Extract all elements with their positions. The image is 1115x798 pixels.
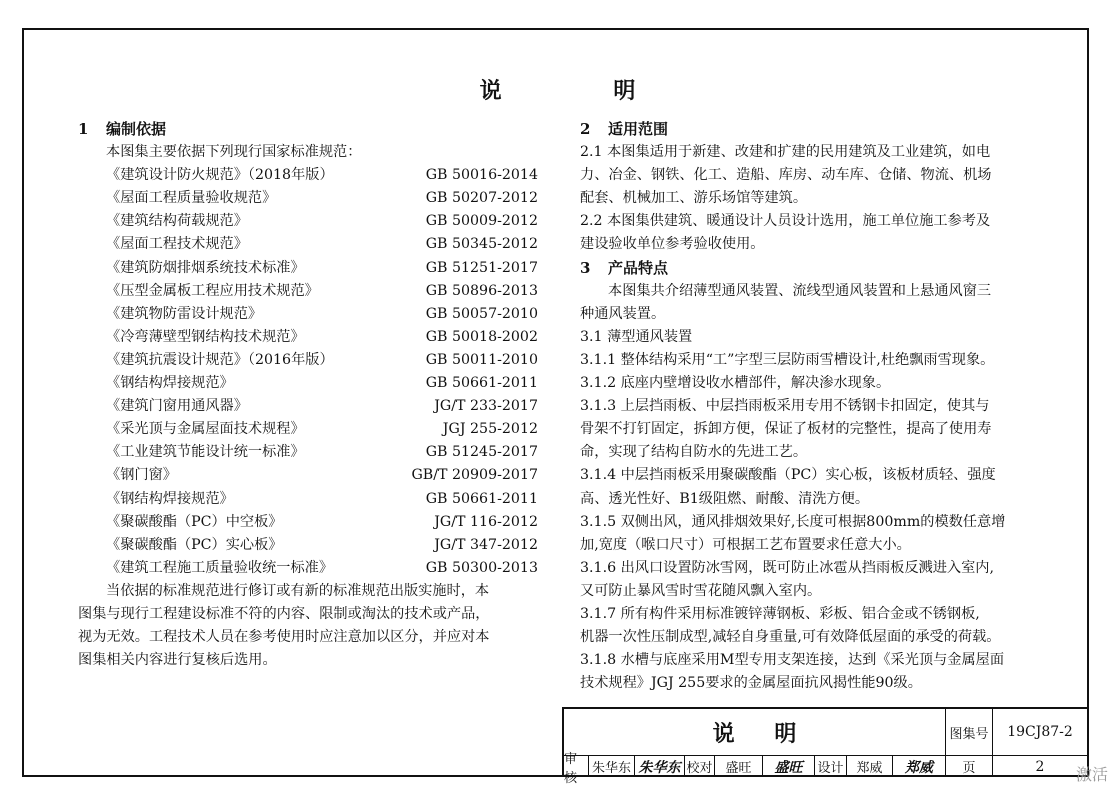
section-3-line: 3.1.4 中层挡雨板采用聚碳酸酯（PC）实心板，该板材质轻、强度	[580, 467, 996, 484]
title-block-title: 说 明	[712, 720, 813, 747]
standard-row	[78, 488, 538, 511]
standard-code: GB 50300-2013	[425, 559, 538, 576]
section-3-line: 本图集共介绍薄型通风装置、流线型通风装置和上悬通风窗三	[608, 282, 992, 299]
section-2-body	[580, 141, 1060, 256]
standard-row	[78, 511, 538, 534]
standard-row	[78, 395, 538, 418]
section-3-line: 加,宽度（喉口尺寸）可根据工艺布置要求任意大小。	[580, 536, 911, 553]
section-3-line: 3.1.7 所有构件采用标准镀锌薄钢板、彩板、铝合金或不锈钢板,	[580, 605, 980, 622]
standard-code: GB 50011-2010	[425, 351, 538, 368]
section-3-line: 3.1.6 出风口设置防冰雪网，既可防止冰雹从挡雨板反溅进入室内,	[580, 559, 994, 576]
section-2-line: 力、冶金、钢铁、化工、造船、库房、动车库、仓储、物流、机场	[580, 167, 992, 184]
title-block	[562, 707, 1087, 786]
title-block-row-2	[564, 751, 1087, 786]
standard-name: 《建筑工程施工质量验收统一标准》	[106, 559, 334, 576]
section-3-line: 3.1.2 底座内壁增设收水槽部件，解决渗水现象。	[580, 375, 891, 392]
standard-name: 《建筑抗震设计规范》（2016年版）	[106, 351, 334, 368]
standard-row	[78, 164, 538, 187]
section-1-heading	[78, 118, 538, 141]
standard-row	[78, 326, 538, 349]
standard-row	[78, 210, 538, 233]
section-3-line: 3.1.5 双侧出风，通风排烟效果好,长度可根据800mm的模数任意增	[580, 513, 1006, 530]
section-3-body	[580, 280, 1060, 696]
standard-row	[78, 418, 538, 441]
standard-code: GB 50057-2010	[425, 305, 538, 322]
section-2-title: 适用范围	[608, 120, 669, 138]
left-column	[78, 118, 538, 672]
standard-name: 《钢门窗》	[106, 467, 177, 484]
checker-name: 盛旺	[714, 756, 762, 777]
standards-intro: 本图集主要依据下列现行国家标准规范：	[106, 144, 362, 161]
standard-name: 《建筑物防雷设计规范》	[106, 305, 263, 322]
standard-name: 《钢结构焊接规范》	[106, 490, 234, 507]
section-3-line: 技术规程》JGJ 255要求的金属屋面抗风揭性能90级。	[580, 675, 922, 692]
designer-signature: 郑威	[892, 756, 945, 777]
section-3-line: 3.1.8 水槽与底座采用M型专用支架连接，达到《采光顶与金属屋面	[580, 652, 1005, 669]
standard-code: GB 50345-2012	[425, 236, 538, 253]
reviewer-name: 朱华东	[588, 756, 634, 777]
standard-name: 《钢结构焊接规范》	[106, 375, 234, 392]
standard-row	[78, 303, 538, 326]
standard-name: 《冷弯薄壁型钢结构技术规范》	[106, 328, 305, 345]
closing-line: 图集相关内容进行复核后选用。	[78, 652, 277, 669]
section-3-number: 3	[580, 258, 591, 277]
standard-row	[78, 233, 538, 256]
standard-name: 《聚碳酸酯（PC）中空板》	[106, 513, 283, 530]
section-3-line: 种通风装置。	[580, 305, 666, 322]
standard-code: GB 50016-2014	[425, 167, 538, 184]
designer-name: 郑威	[846, 756, 892, 777]
standard-code: JG/T 233-2017	[434, 398, 538, 415]
standard-row	[78, 441, 538, 464]
design-label: 设计	[814, 756, 846, 777]
standard-name: 《屋面工程质量验收规范》	[106, 190, 277, 207]
standard-row	[78, 349, 538, 372]
standard-code: JG/T 116-2012	[434, 513, 538, 530]
standard-code: GB 50896-2013	[425, 282, 538, 299]
standard-name: 《屋面工程技术规范》	[106, 236, 248, 253]
standard-name: 《建筑防烟排烟系统技术标准》	[106, 259, 305, 276]
activation-watermark: 激活	[1076, 765, 1109, 784]
standard-row	[78, 534, 538, 557]
section-1-title: 编制依据	[106, 120, 167, 138]
section-3-line: 骨架不打钉固定，拆卸方便，保证了板材的完整性，提高了使用寿	[580, 421, 992, 438]
section-2-line: 2.1 本图集适用于新建、改建和扩建的民用建筑及工业建筑，如电	[580, 144, 991, 161]
section-3-line: 机器一次性压制成型,减轻自身重量,可有效降低屋面的承受的荷载。	[580, 629, 1001, 646]
section-3-line: 3.1.3 上层挡雨板、中层挡雨板采用专用不锈钢卡扣固定，使其与	[580, 398, 990, 415]
standard-name: 《采光顶与金属屋面技术规程》	[106, 421, 305, 438]
section-2-line: 2.2 本图集供建筑、暖通设计人员设计选用，施工单位施工参考及	[580, 213, 991, 230]
section-3-line: 又可防止暴风雪时雪花随风飘入室内。	[580, 582, 822, 599]
checker-signature: 盛旺	[762, 756, 814, 777]
section-3-line: 高、透光性好、B1级阻燃、耐酸、清洗方便。	[580, 490, 870, 507]
section-1-number: 1	[78, 120, 89, 138]
standard-code: GB 51245-2017	[425, 444, 538, 461]
page-number: 2	[992, 756, 1087, 777]
standard-code: GB 50661-2011	[425, 490, 538, 507]
section-2-number: 2	[580, 120, 591, 138]
section-3-line: 3.1 薄型通风装置	[580, 328, 693, 345]
standard-name: 《工业建筑节能设计统一标准》	[106, 444, 305, 461]
atlas-number: 19CJ87-2	[992, 709, 1087, 755]
closing-line: 图集与现行工程建设标准不符的内容、限制或淘汰的技术或产品，	[78, 605, 490, 622]
closing-line: 当依据的标准规范进行修订或有新的标准规范出版实施时，本	[106, 582, 490, 599]
standard-row	[78, 464, 538, 487]
standard-row	[78, 557, 538, 580]
standard-code: GB 50009-2012	[425, 213, 538, 230]
section-2-heading	[580, 118, 1060, 141]
page-label: 页	[945, 756, 992, 777]
closing-paragraph	[78, 580, 538, 672]
standard-code: JGJ 255-2012	[442, 421, 538, 438]
page-title: 说 明	[479, 78, 688, 104]
standard-row	[78, 372, 538, 395]
standard-code: GB 51251-2017	[425, 259, 538, 276]
closing-line: 视为无效。工程技术人员在参考使用时应注意加以区分，并应对本	[78, 629, 490, 646]
check-label: 校对	[684, 756, 714, 777]
standard-row	[78, 280, 538, 303]
standard-code: GB 50207-2012	[425, 190, 538, 207]
standard-row	[78, 187, 538, 210]
standard-code: GB/T 20909-2017	[411, 467, 538, 484]
section-2-line: 建设验收单位参考验收使用。	[580, 236, 765, 253]
standard-name: 《压型金属板工程应用技术规范》	[106, 282, 319, 299]
standard-code: GB 50018-2002	[425, 328, 538, 345]
standard-name: 《建筑设计防火规范》（2018年版）	[106, 167, 334, 184]
title-block-row-1	[564, 709, 1087, 756]
standard-code: JG/T 347-2012	[434, 536, 538, 553]
section-2-line: 配套、机械加工、游乐场馆等建筑。	[580, 190, 808, 207]
right-column	[580, 118, 1060, 695]
section-3-title: 产品特点	[608, 258, 669, 277]
reviewer-signature: 朱华东	[634, 756, 684, 777]
section-3-heading	[580, 257, 1060, 280]
standard-name: 《建筑结构荷载规范》	[106, 213, 248, 230]
section-3-line: 命，实现了结构自防水的先进工艺。	[580, 444, 808, 461]
atlas-number-label: 图集号	[945, 709, 992, 755]
review-label: 审核	[564, 751, 578, 786]
standard-code: GB 50661-2011	[425, 375, 538, 392]
section-3-line: 3.1.1 整体结构采用“工”字型三层防雨雪槽设计,杜绝飘雨雪现象。	[580, 351, 995, 368]
standards-list	[78, 164, 538, 580]
standard-name: 《聚碳酸酯（PC）实心板》	[106, 536, 283, 553]
standard-name: 《建筑门窗用通风器》	[106, 398, 248, 415]
standard-row	[78, 257, 538, 280]
